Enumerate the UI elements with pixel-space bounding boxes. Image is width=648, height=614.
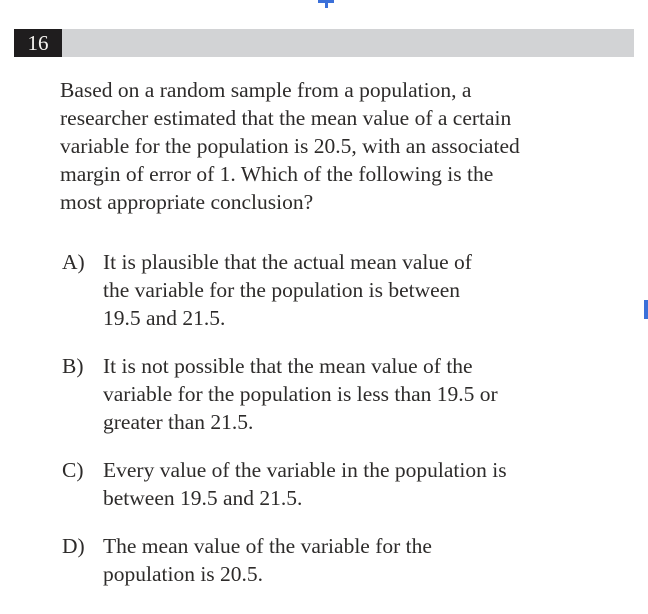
option-letter: D) [62, 534, 85, 558]
answer-option-d [62, 532, 640, 588]
option-text: Every value of the variable in the population is between 19.5 and 21.5. [103, 458, 507, 510]
question-header-bar [14, 29, 634, 57]
option-text: It is plausible that the actual mean value of the variable for the population is between 19.5 and 21.5. [103, 250, 472, 330]
answer-option-b [62, 352, 640, 436]
answer-options [60, 248, 640, 588]
option-letter: C) [62, 458, 84, 482]
option-letter: A) [62, 250, 85, 274]
answer-option-a [62, 248, 640, 332]
question-text: Based on a random sample from a population, a researcher estimated that the mean value of a certain variable for the population is 20.5, with an associated margin of error of 1. Which of the following is the most appropriate conclusion? [60, 78, 520, 214]
blue-cursor-bar-icon [644, 300, 648, 319]
option-text: It is not possible that the mean value of the variable for the population is less than 19.5 or greater than 21.5. [103, 354, 498, 434]
option-letter: B) [62, 354, 84, 378]
option-text: The mean value of the variable for the population is 20.5. [103, 534, 432, 586]
question-body [60, 76, 640, 608]
blue-cursor-cross-stem-icon [325, 0, 328, 8]
answer-option-c [62, 456, 640, 512]
question-number-badge: 16 [14, 29, 62, 57]
